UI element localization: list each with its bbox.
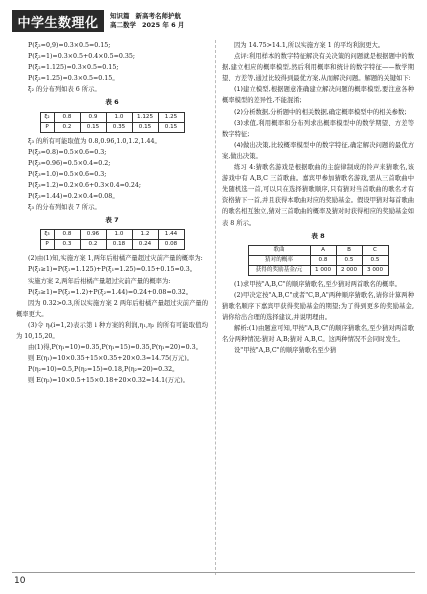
table-cell: 歌曲	[248, 245, 310, 255]
table-cell: 0.8	[310, 255, 336, 265]
table-cell: 0.15	[158, 122, 184, 132]
table-row	[248, 255, 388, 265]
table-cell: 1.25	[158, 112, 184, 122]
table-cell: 0.8	[54, 112, 80, 122]
text-line: ξ₃ 的分布列如表 7 所示。	[28, 204, 101, 212]
text-line: P(ξ₃=0.8)=0.5×0.6=0.3;	[28, 148, 107, 156]
header-info	[110, 12, 184, 30]
table-cell: P	[40, 122, 54, 132]
magazine-logo: 中学生数理化	[12, 10, 104, 32]
table-cell: 获得的奖励基金/元	[248, 265, 310, 275]
header-date: 2025 年 6 月	[142, 21, 185, 29]
text-line: P(ξ₃=1.44)=0.2×0.4=0.08。	[28, 193, 119, 201]
text-paragraph: P(η₂=10)=0.5,P(η₂=15)=0.18,P(η₂=20)=0.32。	[28, 366, 179, 374]
table-cell: 0.96	[80, 230, 106, 240]
table-cell: 0.5	[362, 255, 388, 265]
table-caption: 表 8	[311, 231, 325, 240]
table-cell: 0.2	[80, 240, 106, 250]
footer-rule	[12, 572, 415, 573]
text-line: ξ₃ 的所有可能取值为 0.8,0.96,1.0,1.2,1.44。	[28, 137, 161, 145]
table-cell: 0.9	[80, 112, 106, 122]
left-column	[16, 40, 208, 386]
text-paragraph: 因为 14.75>14.1,所以实施方案 1 的平均利润更大。	[234, 42, 385, 49]
table-caption: 表 7	[105, 216, 119, 225]
text-line: P(ξ₃=1.0)=0.5×0.6=0.3;	[28, 170, 107, 178]
table-cell: 1.44	[158, 230, 184, 240]
table-cell: 1.125	[132, 112, 158, 122]
commentary-paragraph: (4)做出决策,比较概率模型中的数字特征,确定解决问题的最优方案,做出决策。	[222, 141, 414, 160]
table-cell: 0.15	[132, 122, 158, 132]
text-paragraph: P(ξ₂≥1)=P(ξ₂=1.2)+P(ξ₂=1.44)=0.24+0.08=0.32。	[28, 288, 193, 296]
text-paragraph: 设"甲按"A,B,C"的顺序猜歌名至少猜	[234, 347, 337, 355]
table-row	[248, 245, 388, 255]
right-column	[222, 40, 414, 356]
table-row	[40, 230, 184, 240]
column-divider	[215, 40, 216, 575]
table-cell: ξ₃	[40, 230, 54, 240]
table-row	[40, 240, 184, 250]
table-cell: 0.15	[80, 122, 106, 132]
text-paragraph: 则 E(η₁)=10×0.35+15×0.35+20×0.3=14.75(万元)。	[28, 355, 193, 363]
table-cell: ξ₂	[40, 112, 54, 122]
text-line: P(ξ₃=0.96)=0.5×0.4=0.2;	[28, 159, 111, 167]
commentary-paragraph: (2)分析数据,分析题中的相关数据,确定概率模型中的相关参数;	[234, 108, 407, 116]
table-cell: 0.35	[106, 122, 132, 132]
table-cell: 0.5	[336, 255, 362, 265]
table-row	[40, 112, 184, 122]
table-8	[248, 245, 389, 276]
text-paragraph: 因为 0.32>0.3,所以实施方案 2 两年后柑橘产量超过灾前产量的概率更大。	[16, 299, 208, 318]
header-subject: 高二数学	[110, 21, 136, 29]
text-paragraph: (1)求甲按"A,B,C"的顺序猜歌名,至少猜对两首歌名的概率。	[234, 280, 401, 288]
table-row	[40, 122, 184, 132]
solution-paragraph: 解析:(1)由题意可知,甲按"A,B,C"的顺序猜歌名,至少猜对两首歌名分两种情况:猜对 A,B;猜对 A,B,C。这两种情况不会同时发生。	[222, 325, 414, 344]
table-cell: 0.2	[54, 122, 80, 132]
text-line: P(ξ₃=1.2)=0.2×0.6+0.3×0.4=0.24;	[28, 181, 142, 189]
text-paragraph: 由(1)得,P(η₁=10)=0.35,P(η₁=15)=0.35,P(η₁=20)=0.3。	[28, 344, 202, 352]
table-6	[40, 112, 185, 133]
header-column: 新高考名师护航	[135, 12, 181, 20]
commentary-paragraph: (3)求值,利用概率和分布列求出概率模型中的数学期望、方差等数字特征;	[222, 119, 414, 138]
table-cell: 2 000	[336, 265, 362, 275]
table-cell: P	[40, 240, 54, 250]
header-line-2	[110, 21, 184, 30]
table-cell: 猜对的概率	[248, 255, 310, 265]
header-section: 知识篇	[110, 12, 130, 20]
page-header	[12, 8, 415, 34]
header-line-1	[110, 12, 184, 21]
table-caption: 表 6	[105, 98, 119, 107]
text-paragraph: 实施方案 2,两年后柑橘产量超过灾前产量的概率为:	[28, 277, 171, 285]
text-paragraph: (2)甲决定按"A,B,C"或者"C,B,A"两种顺序猜歌名,请你计算两种猜歌名顺序下嘉宾甲获得奖励基金的期望;为了得到更多的奖励基金,请你给出合理的选择建议,并说明理由。	[222, 291, 414, 321]
commentary-paragraph: (1)建立模型,根据题意准确建立解决问题的概率模型,要注意各种概率模型的差异性,不能混淆;	[222, 86, 414, 105]
table-cell: 1.0	[106, 112, 132, 122]
text-paragraph: (3)令 ηᵢ(i=1,2)表示第 i 种方案的利润,η₁,η₂ 的所有可能取值均为 10,15,20。	[16, 321, 208, 340]
commentary-paragraph: 点评:利用样本的数字特征解决有关决策的问题就是根据题中的数据,建立相应的概率模型,然后利用概率和统计的数字特征——数学期望、方差等,通过比较得到最优方案,从而解决问题。解题的关键如下:	[222, 53, 414, 83]
text-line: P(ξ₂=1.25)=0.3×0.5=0.15。	[28, 75, 119, 83]
table-7	[40, 229, 185, 250]
table-cell: 1.0	[106, 230, 132, 240]
text-line: ξ₂ 的分布列如表 6 所示。	[28, 86, 101, 94]
text-paragraph: 则 E(η₂)=10×0.5+15×0.18+20×0.32=14.1(万元)。	[28, 377, 189, 385]
text-line: P(ξ₂=1.125)=0.3×0.5=0.15;	[28, 64, 119, 72]
text-line: P(ξ₂=0,9)=0.3×0.5=0.15;	[28, 42, 111, 49]
text-paragraph: (2)由(1)知,实施方案 1,两年后柑橘产量超过灾前产量的概率为:	[28, 255, 203, 263]
text-paragraph: P(ξ₁≥1)=P(ξ₁=1.125)+P(ξ₁=1.25)=0.15+0.15=0.3。	[28, 266, 197, 274]
table-cell: C	[362, 245, 388, 255]
table-cell: 0.08	[158, 240, 184, 250]
exercise-paragraph: 练习 4:猜歌名游戏是根据歌曲的主旋律制成的铃声来猜歌名,该游戏中有 A,B,C 三首歌曲。嘉宾甲参加猜歌名游戏,需从三首歌曲中先随机选一首,可以只在选择猜歌顺序,只有猜对当首歌曲的歌名才有资格猜下一首,并且获得本歌曲对应的奖励基金。假设甲猜对每首歌曲的歌名相互独立,猜对三首歌曲的概率及猜对时获得相应的奖励基金如表 8 所示。	[222, 164, 414, 227]
table-cell: 0.18	[106, 240, 132, 250]
table-cell: 1 000	[310, 265, 336, 275]
table-cell: A	[310, 245, 336, 255]
table-cell: 0.24	[132, 240, 158, 250]
text-line: P(ξ₂=1)=0.3×0.5+0.4×0.5=0.35;	[28, 53, 136, 61]
table-cell: 0.8	[54, 230, 80, 240]
table-cell: 3 000	[362, 265, 388, 275]
table-row	[248, 265, 388, 275]
table-cell: 0.3	[54, 240, 80, 250]
table-cell: B	[336, 245, 362, 255]
page-number: 10	[14, 576, 26, 586]
table-cell: 1.2	[132, 230, 158, 240]
